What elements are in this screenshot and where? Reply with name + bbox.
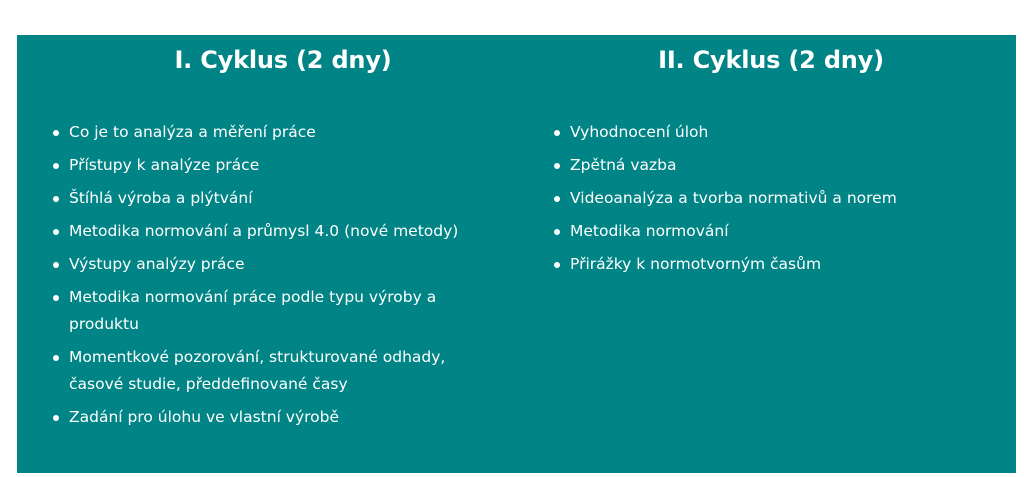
list-item: Metodika normování bbox=[550, 218, 990, 245]
list-item: Metodika normování práce podle typu výroby a produktu bbox=[49, 284, 489, 338]
list-item: Co je to analýza a měření práce bbox=[49, 119, 489, 146]
list-item: Metodika normování a průmysl 4.0 (nové metody) bbox=[49, 218, 489, 245]
cycle-2-title: II. Cyklus (2 dny) bbox=[658, 46, 884, 74]
list-item: Štíhlá výroba a plýtvání bbox=[49, 185, 489, 212]
list-item: Zpětná vazba bbox=[550, 152, 990, 179]
list-item: Videoanalýza a tvorba normativů a norem bbox=[550, 185, 990, 212]
cycle-2-topic-list bbox=[550, 119, 990, 284]
cycle-1-topic-list bbox=[49, 119, 489, 437]
list-item: Přístupy k analýze práce bbox=[49, 152, 489, 179]
list-item: Vyhodnocení úloh bbox=[550, 119, 990, 146]
list-item: Výstupy analýzy práce bbox=[49, 251, 489, 278]
cycle-1-title: I. Cyklus (2 dny) bbox=[174, 46, 392, 74]
course-cycles-panel bbox=[17, 35, 1016, 473]
list-item: Přirážky k normotvorným časům bbox=[550, 251, 990, 278]
list-item: Zadání pro úlohu ve vlastní výrobě bbox=[49, 404, 489, 431]
list-item: Momentkové pozorování, strukturované odhady, časové studie, předdefinované časy bbox=[49, 344, 489, 398]
